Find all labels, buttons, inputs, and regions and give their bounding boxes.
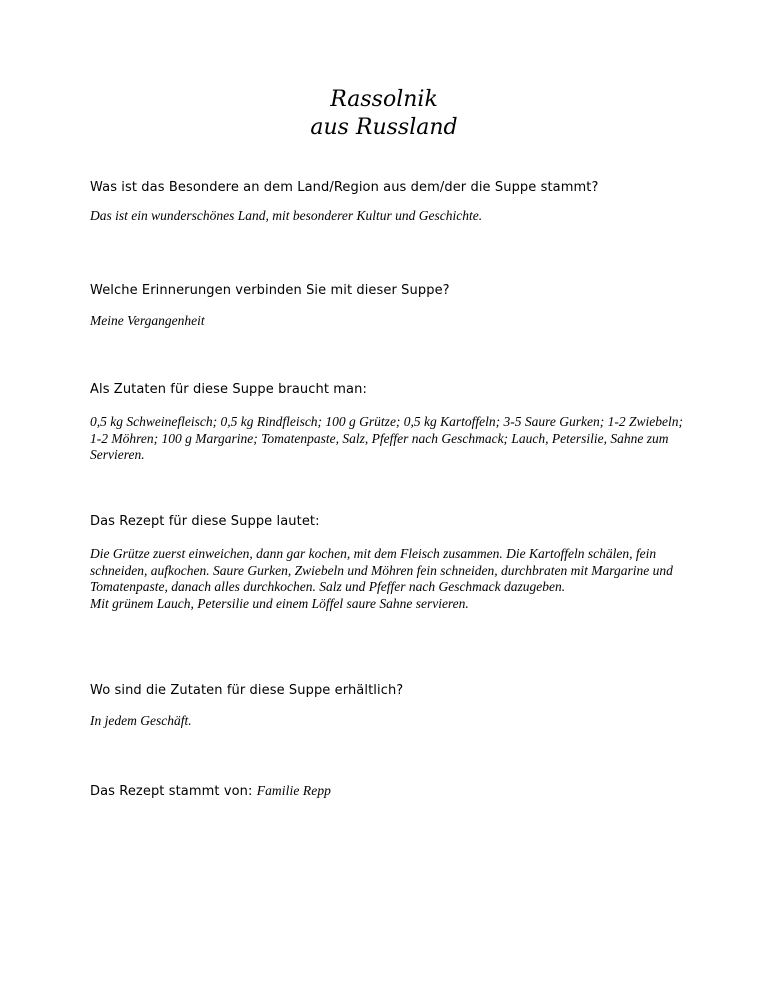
source-value: Familie Repp bbox=[256, 783, 332, 798]
recipe-instructions: Die Grütze zuerst einweichen, dann gar kochen, mit dem Fleisch zusammen. Die Kartoffeln schälen, fein schneiden, aufkochen. Saure Gurken, Zwiebeln und Möhren fein schneiden, durchbraten mit Margarine und Tomatenpaste, danach alles durchkochen. Salz und Pfeffer nach Geschmack dazugeben. bbox=[90, 546, 673, 594]
recipe-source bbox=[90, 783, 690, 800]
answer-region-special: Das ist ein wunderschönes Land, mit besonderer Kultur und Geschichte. bbox=[90, 208, 483, 223]
answer-recipe bbox=[90, 546, 690, 612]
answer-availability: In jedem Geschäft. bbox=[90, 713, 192, 728]
question-ingredients: Als Zutaten für diese Suppe braucht man: bbox=[90, 382, 367, 397]
recipe-serving: Mit grünem Lauch, Petersilie und einem Löffel saure Sahne servieren. bbox=[90, 595, 469, 611]
question-region-special: Was ist das Besondere an dem Land/Region aus dem/der die Suppe stammt? bbox=[90, 180, 599, 195]
answer-ingredients: 0,5 kg Schweinefleisch; 0,5 kg Rindfleisch; 100 g Grütze; 0,5 kg Kartoffeln; 3-5 Saure Gurken; 1-2 Zwiebeln; 1-2 Möhren; 100 g Margarine; Tomatenpaste, Salz, Pfeffer nach Geschmack; Lauch, Petersilie, Sahne zum Servieren. bbox=[90, 414, 684, 462]
recipe-title: Rassolnik bbox=[330, 87, 438, 112]
question-recipe: Das Rezept für diese Suppe lautet: bbox=[90, 514, 320, 529]
question-availability: Wo sind die Zutaten für diese Suppe erhältlich? bbox=[90, 683, 404, 698]
question-memories: Welche Erinnerungen verbinden Sie mit dieser Suppe? bbox=[90, 283, 450, 298]
recipe-subtitle: aus Russland bbox=[310, 115, 458, 140]
source-label: Das Rezept stammt von: bbox=[90, 784, 253, 799]
answer-memories: Meine Vergangenheit bbox=[90, 313, 205, 328]
